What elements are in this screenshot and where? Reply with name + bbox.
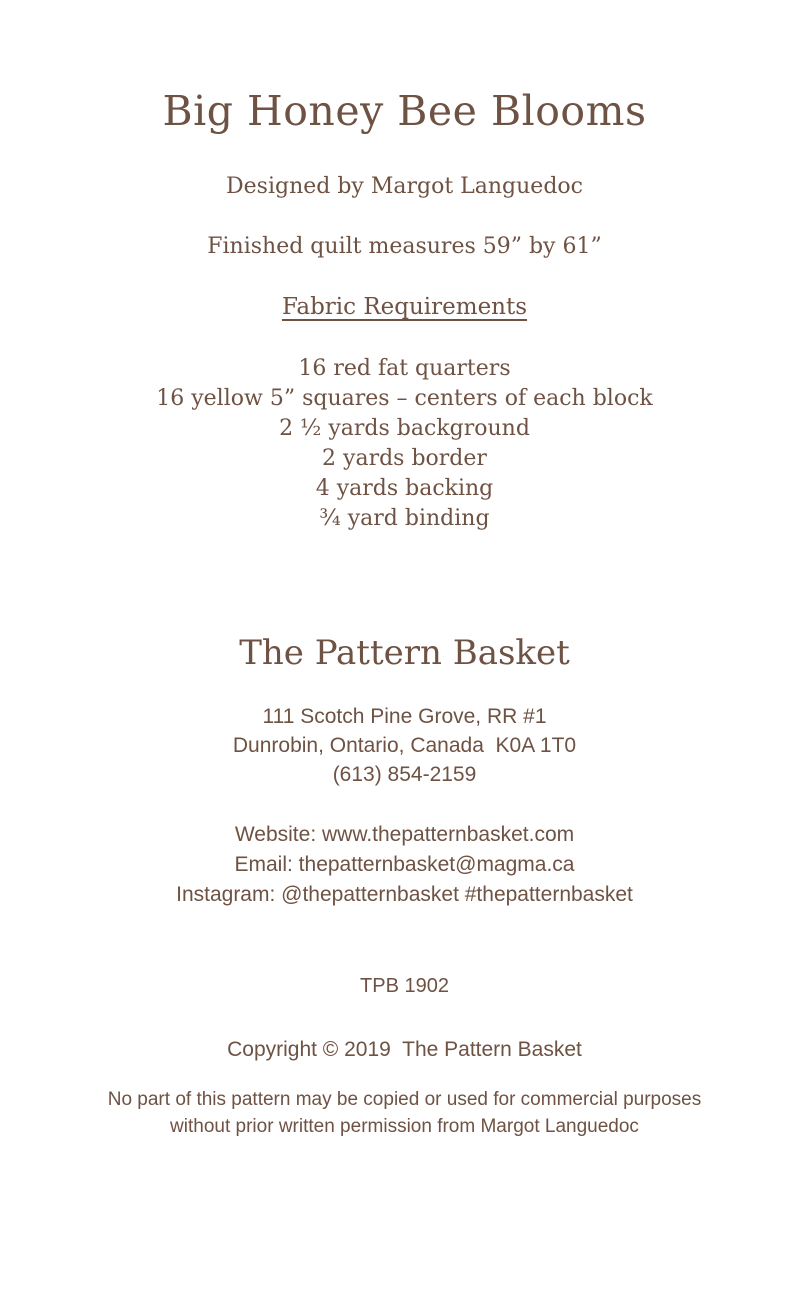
- disclaimer-line: No part of this pattern may be copied or used for commercial purposes: [107, 1089, 702, 1110]
- finished-quilt-size: Finished quilt measures 59” by 61”: [207, 234, 602, 259]
- address-line: 111 Scotch Pine Grove, RR #1: [262, 705, 547, 728]
- copyright-notice: Copyright © 2019 The Pattern Basket: [227, 1038, 582, 1061]
- page-title: Big Honey Bee Blooms: [162, 87, 647, 135]
- phone-number: (613) 854-2159: [332, 763, 477, 786]
- fabric-requirements-list: [156, 354, 652, 534]
- fabric-requirements-heading: Fabric Requirements: [281, 294, 528, 320]
- publisher-contact: [176, 820, 633, 910]
- pattern-number: TPB 1902: [360, 975, 449, 997]
- legal-disclaimer: [108, 1086, 702, 1140]
- email-line: Email: thepatternbasket@magma.ca: [234, 853, 575, 876]
- address-line: Dunrobin, Ontario, Canada K0A 1T0: [232, 734, 577, 757]
- list-item: 16 red fat quarters: [298, 356, 511, 381]
- publisher-address: [233, 702, 576, 789]
- list-item: 2 ½ yards background: [279, 416, 530, 441]
- publisher-name: The Pattern Basket: [239, 633, 570, 673]
- website-line: Website: www.thepatternbasket.com: [234, 823, 575, 846]
- list-item: ¾ yard binding: [319, 506, 490, 531]
- designer-credit: Designed by Margot Languedoc: [226, 174, 583, 199]
- list-item: 4 yards backing: [315, 476, 494, 501]
- list-item: 2 yards border: [322, 446, 487, 471]
- instagram-line: Instagram: @thepatternbasket #thepatternbasket: [176, 883, 633, 906]
- list-item: 16 yellow 5” squares – centers of each block: [156, 386, 653, 411]
- disclaimer-line: without prior written permission from Margot Languedoc: [170, 1116, 639, 1137]
